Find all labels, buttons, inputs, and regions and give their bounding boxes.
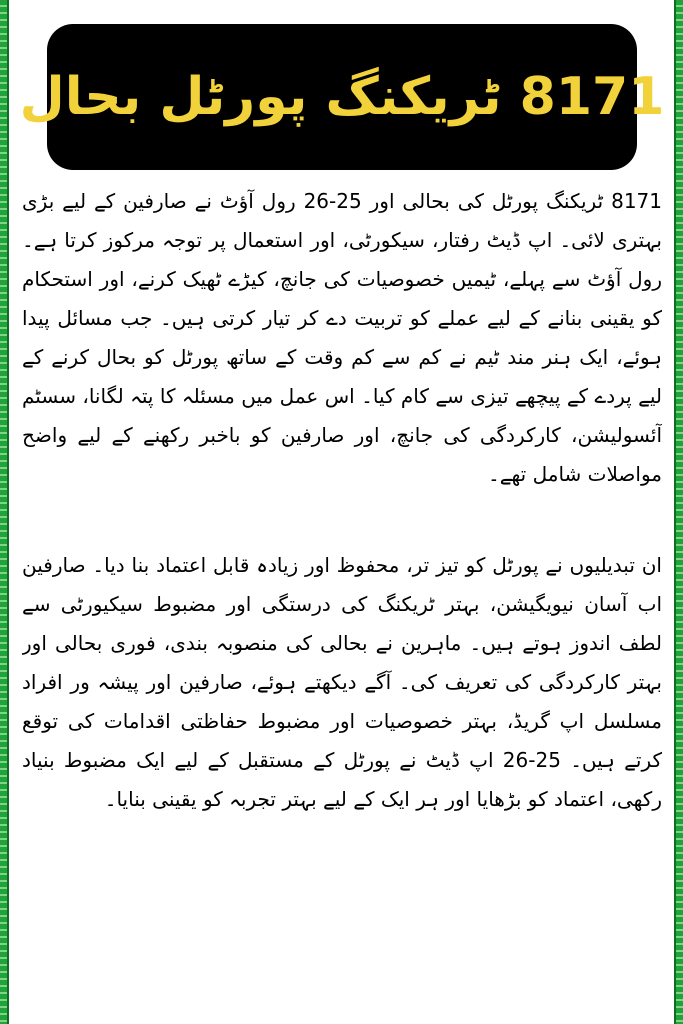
page-title: 8171 ٹریکنگ پورٹل بحال <box>19 67 665 127</box>
paragraph-1: 8171 ٹریکنگ پورٹل کی بحالی اور 25-26 رول آؤٹ نے صارفین کے لیے بڑی بہتری لائی۔ اپ ڈیٹ رفتار، سیکورٹی، اور استعمال پر توجہ مرکوز کرتا ہے۔ رول آؤٹ سے پہلے، ٹیمیں خصوصیات کی جانچ، کیڑے ٹھیک کرنے، اور استحکام کو یقینی بنانے کے لیے عملے کو تربیت دے کر تیار کرتی ہیں۔ جب مسائل پیدا ہوئے، ایک ہنر مند ٹیم نے کم سے کم وقت کے ساتھ پورٹل کو بحال کرنے کے لیے پردے کے پیچھے تیزی سے کام کیا۔ اس عمل میں مسئلہ کا پتہ لگانا، سسٹم آئسولیشن، کارکردگی کی جانچ، اور صارفین کو باخبر رکھنے کے لیے واضح مواصلات شامل تھے۔ <box>22 189 662 486</box>
article-body <box>22 182 662 1012</box>
paragraph-2: ان تبدیلیوں نے پورٹل کو تیز تر، محفوظ اور زیادہ قابل اعتماد بنا دیا۔ صارفین اب آسان نیویگیشن، بہتر ٹریکنگ کی درستگی اور مضبوط سیکیورٹی سے لطف اندوز ہوتے ہیں۔ ماہرین نے بحالی کی منصوبہ بندی، فوری بحالی اور بہتر کارکردگی کی تعریف کی۔ آگے دیکھتے ہوئے، صارفین اور پیشہ ور افراد مسلسل اپ گریڈ، بہتر خصوصیات اور مضبوط حفاظتی اقدامات کی توقع کرتے ہیں۔ 25-26 اپ ڈیٹ نے پورٹل کے مستقبل کے لیے ایک مضبوط بنیاد رکھی، اعتماد کو بڑھایا اور ہر ایک کے لیے بہتر تجربہ کو یقینی بنایا۔ <box>22 553 662 811</box>
right-green-border <box>674 0 683 1024</box>
title-banner <box>19 24 665 170</box>
left-green-border <box>0 0 9 1024</box>
